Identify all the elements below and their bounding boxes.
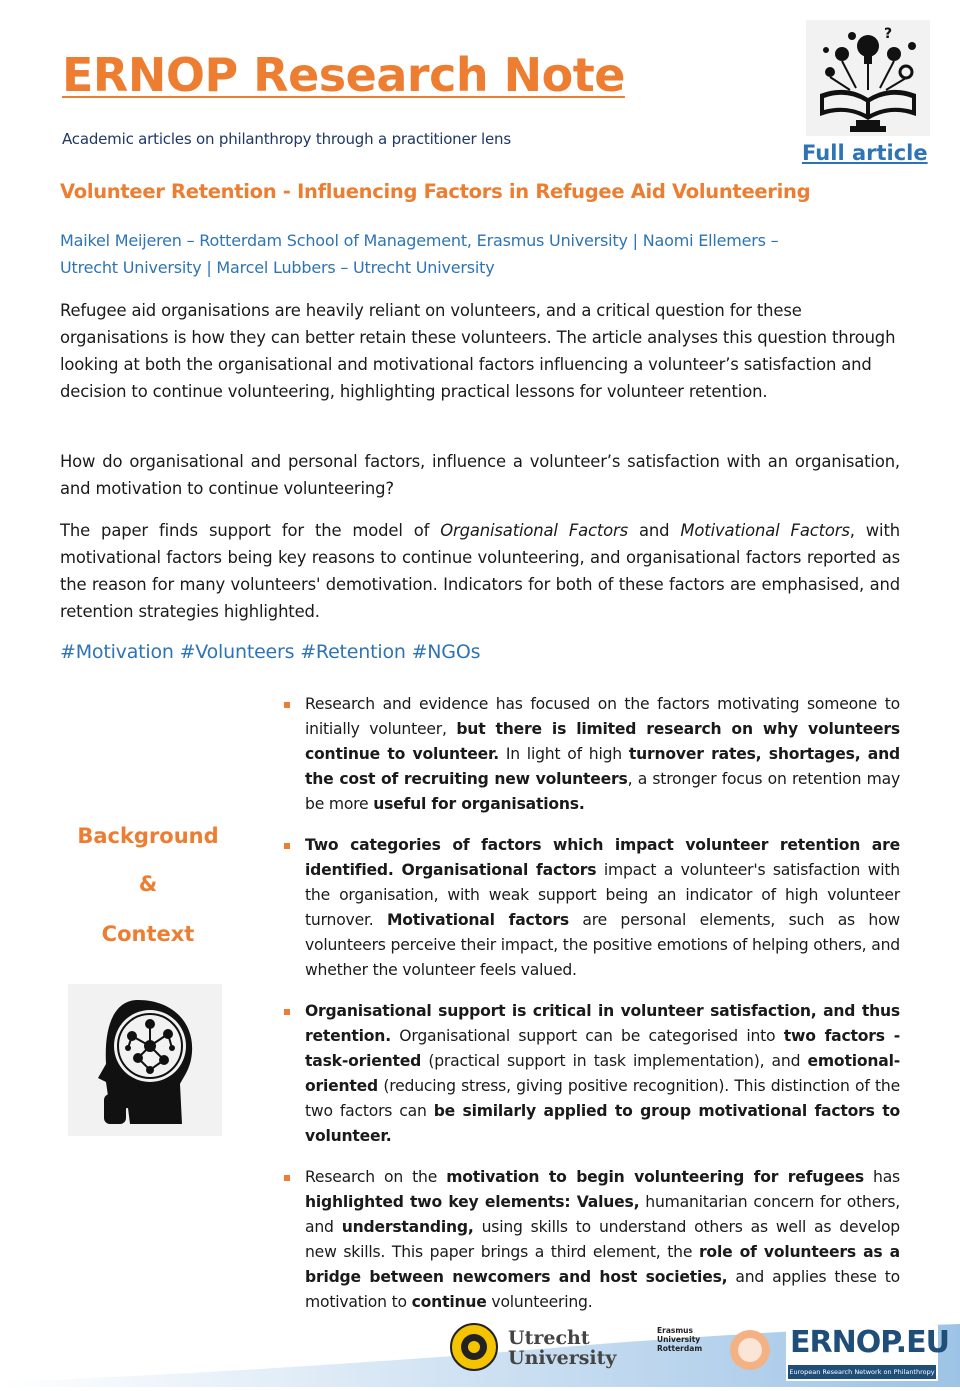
key-points-list xyxy=(284,692,900,1331)
ernop-logo: ERNOP.EU European Research Network on Philanthropy xyxy=(786,1325,938,1381)
article-title: Volunteer Retention - Influencing Factors in Refugee Aid Volunteering xyxy=(60,180,811,203)
article-authors xyxy=(60,227,910,281)
list-item: Research on the motivation to begin volunteering for refugees has highlighted two key elements: Values, humanitarian concern for others, and understanding, using skills to understand others as well as develop new skills. This paper brings a third element, the role of volunteers as a bridge between newcomers and host societies, and applies these to motivation to continue volunteering. xyxy=(284,1165,900,1315)
svg-text:?: ? xyxy=(884,26,893,42)
section-label-background: Background xyxy=(77,824,219,848)
research-question: How do organisational and personal factors, influence a volunteer’s satisfaction with an organisation, and motivation to continue volunteering? xyxy=(60,452,900,498)
page-title: ERNOP Research Note xyxy=(62,48,625,102)
list-item: Organisational support is critical in volunteer satisfaction, and thus retention. Organisational support can be categorised into two factors - task-oriented (practical support in task implementation), and emotional-oriented (reducing stress, giving positive recognition). This distinction of the two factors can be similarly applied to group motivational factors to volunteer. xyxy=(284,999,900,1149)
list-item: Research and evidence has focused on the factors motivating someone to initially volunteer, but there is limited research on why volunteers continue to volunteer. In light of high turnover rates, shortages, and the cost of recruiting new volunteers, a stronger focus on retention may be more useful for organisations. xyxy=(284,692,900,817)
bullet-square-icon xyxy=(284,1009,290,1015)
bullet-square-icon xyxy=(284,702,290,708)
section-label-context: Context xyxy=(101,922,195,946)
bullet-square-icon xyxy=(284,843,290,849)
erasmus-university-logo: Erasmus University Rotterdam xyxy=(657,1326,703,1353)
full-article-link[interactable]: Full article xyxy=(802,141,928,165)
hashtags: #Motivation #Volunteers #Retention #NGOs xyxy=(60,641,481,663)
intro-paragraph: Refugee aid organisations are heavily reliant on volunteers, and a critical question for these organisations is how they can better retain these volunteers. The article analyses this question through looking at both the organisational and motivational factors influencing a volunteer’s satisfaction and decision to continue volunteering, highlighting practical lessons for volunteer retention. xyxy=(60,301,896,401)
page-subtitle: Academic articles on philanthropy through a practitioner lens xyxy=(62,130,511,148)
utrecht-university-logo: Utrecht University xyxy=(446,1322,606,1372)
head-network-icon xyxy=(68,984,222,1136)
list-item: Two categories of factors which impact volunteer retention are identified. Organisational factors impact a volunteer's satisfaction with the organisation, with weak support being an indicator of high volunteer turnover. Motivational factors are personal elements, such as how volunteers perceive their impact, the positive emotions of helping others, and whether the volunteer feels valued. xyxy=(284,833,900,983)
findings-paragraph: The paper finds support for the model of Organisational Factors and Motivational Factors, with motivational factors being key reasons to continue volunteering, and organisational factors reported as the reason for many volunteers' demotivation. Indicators for both of these factors are emphasised, and retention strategies highlighted. xyxy=(60,521,900,621)
section-label-ampersand: & xyxy=(138,872,158,896)
authors-line-2: Utrecht University | Marcel Lubbers – Utrecht University xyxy=(60,258,495,277)
authors-line-1: Maikel Meijeren – Rotterdam School of Management, Erasmus University | Naomi Ellemers – xyxy=(60,231,779,250)
book-ideas-icon xyxy=(806,20,930,136)
bullet-square-icon xyxy=(284,1175,290,1181)
center-philanthropic-studies-logo xyxy=(724,1326,776,1374)
